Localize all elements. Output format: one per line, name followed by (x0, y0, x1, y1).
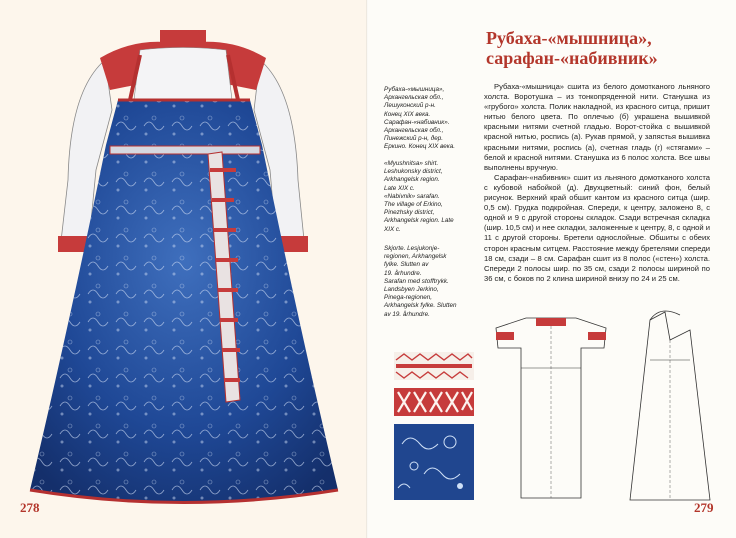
description-text (484, 82, 710, 284)
sarafan-pattern-drawing (620, 300, 720, 510)
caption-english: «Myushnitsa» shirt. Leshukonsky district, Arkhangelsk region. Late XIX c. «Nabivnik» sarafan. The village of Erkino, Pinezhsky district, Arkhangelsk region. Late XIX c. (384, 160, 454, 233)
paragraph-shirt: Рубаха-«мышница» сшита из белого домотканого льняного холста. Воротушка – из тонкопряденной нити. Станушка из «грубого» холста. Полик накладной, из красного ситца, пришит нитью белого цвета. По оплечью (б) украшена вышивкой красными нитями счетной гладью. Ворот-стойка с вышивкой красной нитью, роспись (а). Рукав прямой, у запястья вышивка красными нитями, роспись (а), счетная гладь (г) «стягами» – белой и красной нитями. Станушка из 6 полос холста. Все швы выполнены вручную. (484, 82, 710, 172)
shirt-pattern-drawing (486, 308, 616, 508)
page-number-left: 278 (20, 500, 40, 515)
embroidery-swatch-b (394, 388, 474, 416)
collar (160, 30, 206, 48)
fabric-swatch-print (394, 424, 474, 500)
embroidery-swatch-a (394, 352, 474, 380)
page-title: Рубаха-«мышница», сарафан-«набивник» (486, 28, 658, 68)
belt (110, 146, 260, 154)
caption-norwegian: Skjorte. Lesjukonje- regionen, Arkhangelsk fylke. Slutten av 19. århundre. Sarafan med stofftrykk. Landsbyen Jerkino, Pinega-regionen, Arkhangelsk fylke. Slutten av 19. århundre. (384, 245, 457, 318)
page-number-right: 279 (694, 500, 714, 515)
paragraph-sarafan: Сарафан-«набивник» сшит из льняного домотканого холста с кубовой набойкой (д). Двухцветный: синий фон, белый рисунок. Верхний край обшит кантом из красного ситца (шир. 0,5 см). Грудка подкройная. Спереди, к центру, заложено 8, с одной и 9 с другой стороны складок. Сзади встречная складка (шир. 10,5 см) и нее складки, заложенные к центру, 8, с одной и 11 с другой стороны. Бретели однослойные. Обшиты с обеих сторон красным ситцем. Расстояние между бретелями спереди 18 см, сзади – 8 см. Сарафан сшит из 8 полос («стен») холста. Спереди 2 полосы шир. по 35 см, сзади 2 полосы шириной по 36 см, с боков по 2 клина шириной внизу по 24 и 25 см. (484, 172, 710, 283)
caption-russian: Рубаха-«мышница», Архангельская обл., Лешуконский р-н. Конец XIX века. Сарафан-«набивник». Архангельская обл., Пинежский р-н, дер. Еркино. Конец XIX века. (384, 86, 455, 151)
